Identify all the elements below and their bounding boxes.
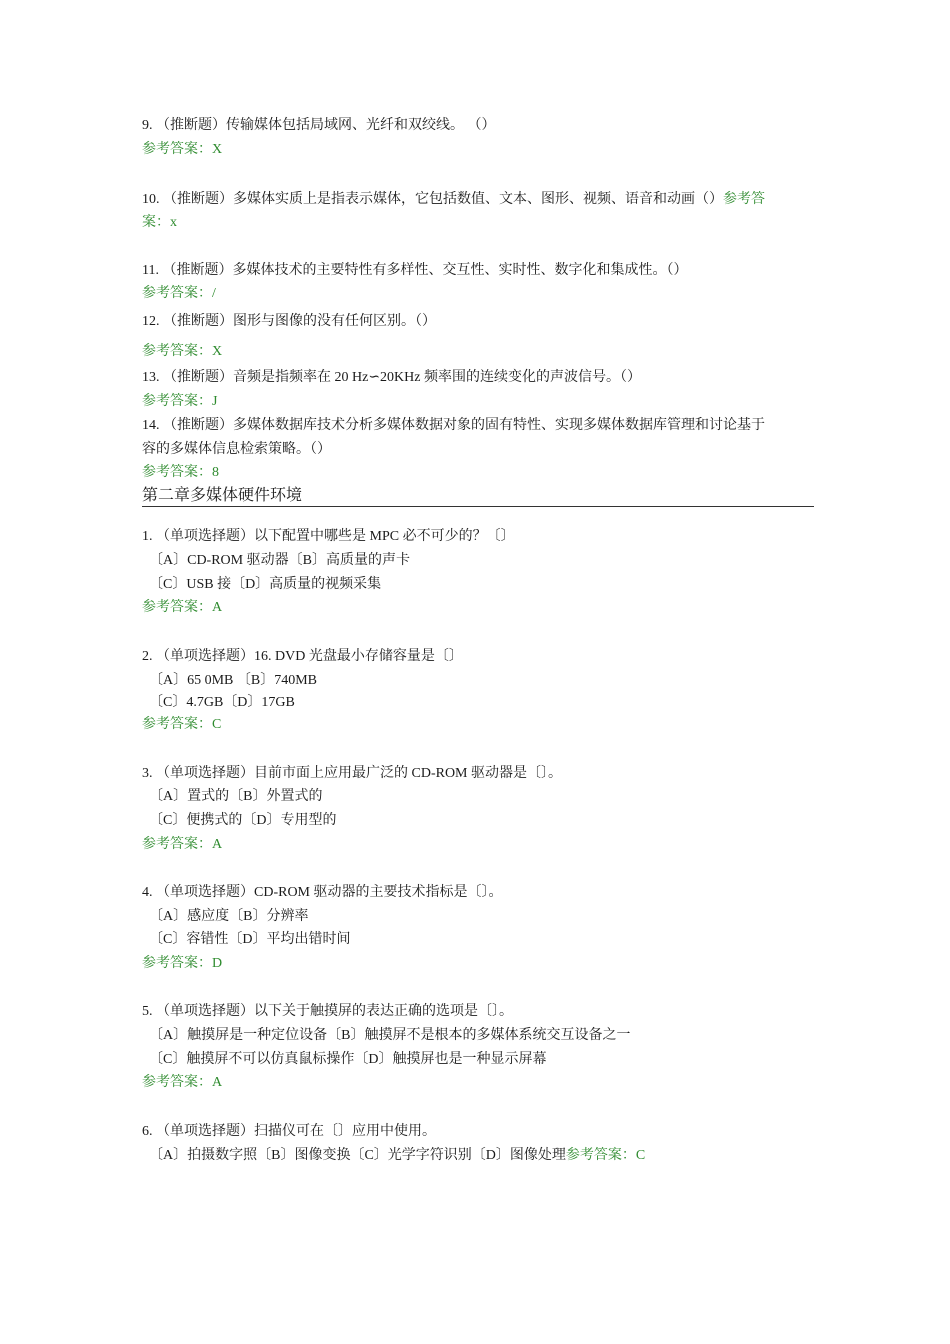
mc-options-3a: 〔A〕置式的〔B〕外置式的 (149, 789, 323, 804)
mc-answer-1: 参考答案：A (142, 600, 223, 615)
question-14: 14. （推断题）多媒体数据库技术分析多媒体数据对象的固有特性、实现多媒体数据库管理和讨论基于 (142, 418, 765, 433)
question-14-cont: 容的多媒体信息检索策略。（） (142, 442, 331, 457)
question-11: 11. （推断题）多媒体技术的主要特性有多样性、交互性、实时性、数字化和集成性。（） (142, 263, 688, 278)
mc-answer-5: 参考答案：A (142, 1075, 223, 1090)
question-9: 9. （推断题）传输媒体包括局域网、光纤和双绞线。 （） (142, 118, 496, 133)
answer-10-label: 参考答 (723, 192, 765, 207)
mc-answer-6: 参考答案：C (565, 1148, 646, 1163)
question-10 (142, 191, 765, 209)
mc-options-2a: 〔A〕65 0MB 〔B〕740MB (149, 673, 318, 688)
chapter-underline (142, 506, 814, 507)
answer-14: 参考答案：8 (142, 465, 219, 480)
question-12: 12. （推断题）图形与图像的没有任何区别。（） (142, 314, 436, 329)
mc-options-1a: 〔A〕CD-ROM 驱动器〔B〕高质量的声卡 (149, 553, 410, 568)
mc-options-1b: 〔C〕USB 接〔D〕高质量的视频采集 (149, 577, 382, 592)
mc-options-4b: 〔C〕容错性〔D〕平均出错时间 (149, 932, 351, 947)
mc-question-2: 2. （单项选择题）16. DVD 光盘最小存储容量是〔〕 (142, 649, 463, 664)
mc-question-5: 5. （单项选择题）以下关于触摸屏的表达正确的选项是〔〕。 (142, 1004, 513, 1019)
mc-answer-4: 参考答案：D (142, 956, 223, 971)
answer-13: 参考答案：J (142, 394, 218, 409)
answer-9: 参考答案：X (142, 142, 223, 157)
mc-options-2b: 〔C〕4.7GB〔D〕17GB (149, 695, 295, 710)
mc-options-6a (149, 1147, 645, 1165)
mc-question-1: 1. （单项选择题）以下配置中哪些是 MPC 必不可少的？〔〕 (142, 529, 515, 544)
mc-answer-3: 参考答案：A (142, 837, 223, 852)
mc-options-5a: 〔A〕触摸屏是一种定位设备〔B〕触摸屏不是根本的多媒体系统交互设备之一 (149, 1028, 631, 1043)
question-10-text: 10. （推断题）多媒体实质上是指表示媒体，它包括数值、文本、图形、视频、语音和动画（） (142, 192, 723, 207)
mc-options-6-text: 〔A〕拍摄数字照〔B〕图像变换〔C〕光学字符识别〔D〕图像处理 (149, 1148, 566, 1163)
mc-options-4a: 〔A〕感应度〔B〕分辨率 (149, 909, 309, 924)
mc-answer-2: 参考答案：C (142, 717, 222, 732)
answer-12: 参考答案：X (142, 344, 223, 359)
mc-options-5b: 〔C〕触摸屏不可以仿真鼠标操作〔D〕触摸屏也是一种显示屏幕 (149, 1052, 547, 1067)
mc-question-4: 4. （单项选择题）CD-ROM 驱动器的主要技术指标是〔〕。 (142, 885, 503, 900)
mc-question-3: 3. （单项选择题）目前市面上应用最广泛的 CD-ROM 驱动器是〔〕。 (142, 766, 563, 781)
answer-11: 参考答案：/ (142, 286, 216, 301)
question-13: 13. （推断题）音频是指频率在 20 Hz∽20KHz 频率围的连续变化的声波信号。（） (142, 370, 641, 385)
mc-question-6: 6. （单项选择题）扫描仪可在〔〕应用中使用。 (142, 1124, 436, 1139)
chapter-title: 第二章多媒体硬件环境 (142, 487, 303, 504)
answer-10: 案：x (142, 215, 177, 230)
mc-options-3b: 〔C〕便携式的〔D〕专用型的 (149, 813, 337, 828)
